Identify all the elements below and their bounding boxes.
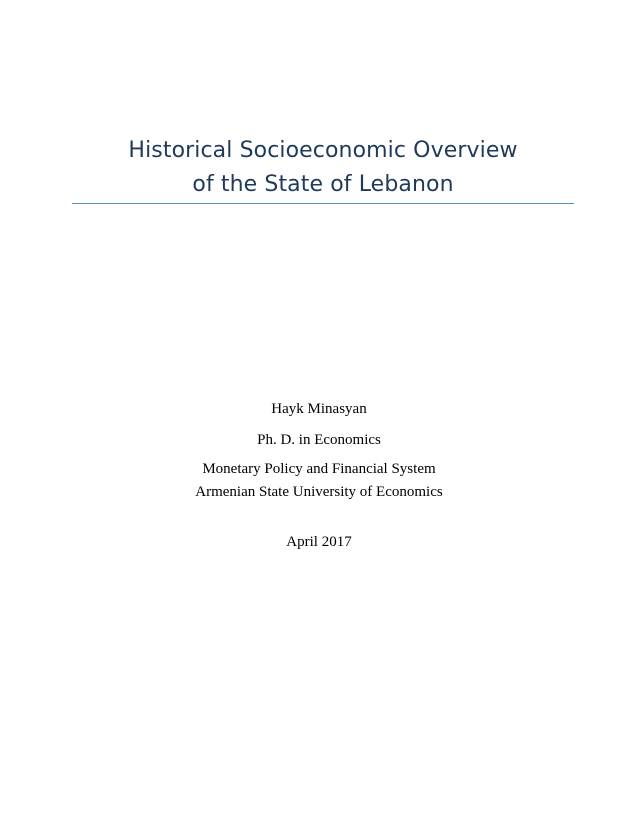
document-title (72, 134, 574, 202)
author-name: Hayk Minasyan (271, 401, 367, 417)
publication-date: April 2017 (286, 534, 352, 550)
author-degree: Ph. D. in Economics (257, 432, 381, 448)
title-line-1: Historical Socioeconomic Overview (128, 138, 518, 163)
author-department: Monetary Policy and Financial System (202, 461, 436, 477)
title-line-2: of the State of Lebanon (192, 172, 454, 197)
author-university: Armenian State University of Economics (195, 484, 443, 500)
title-divider (72, 203, 574, 204)
